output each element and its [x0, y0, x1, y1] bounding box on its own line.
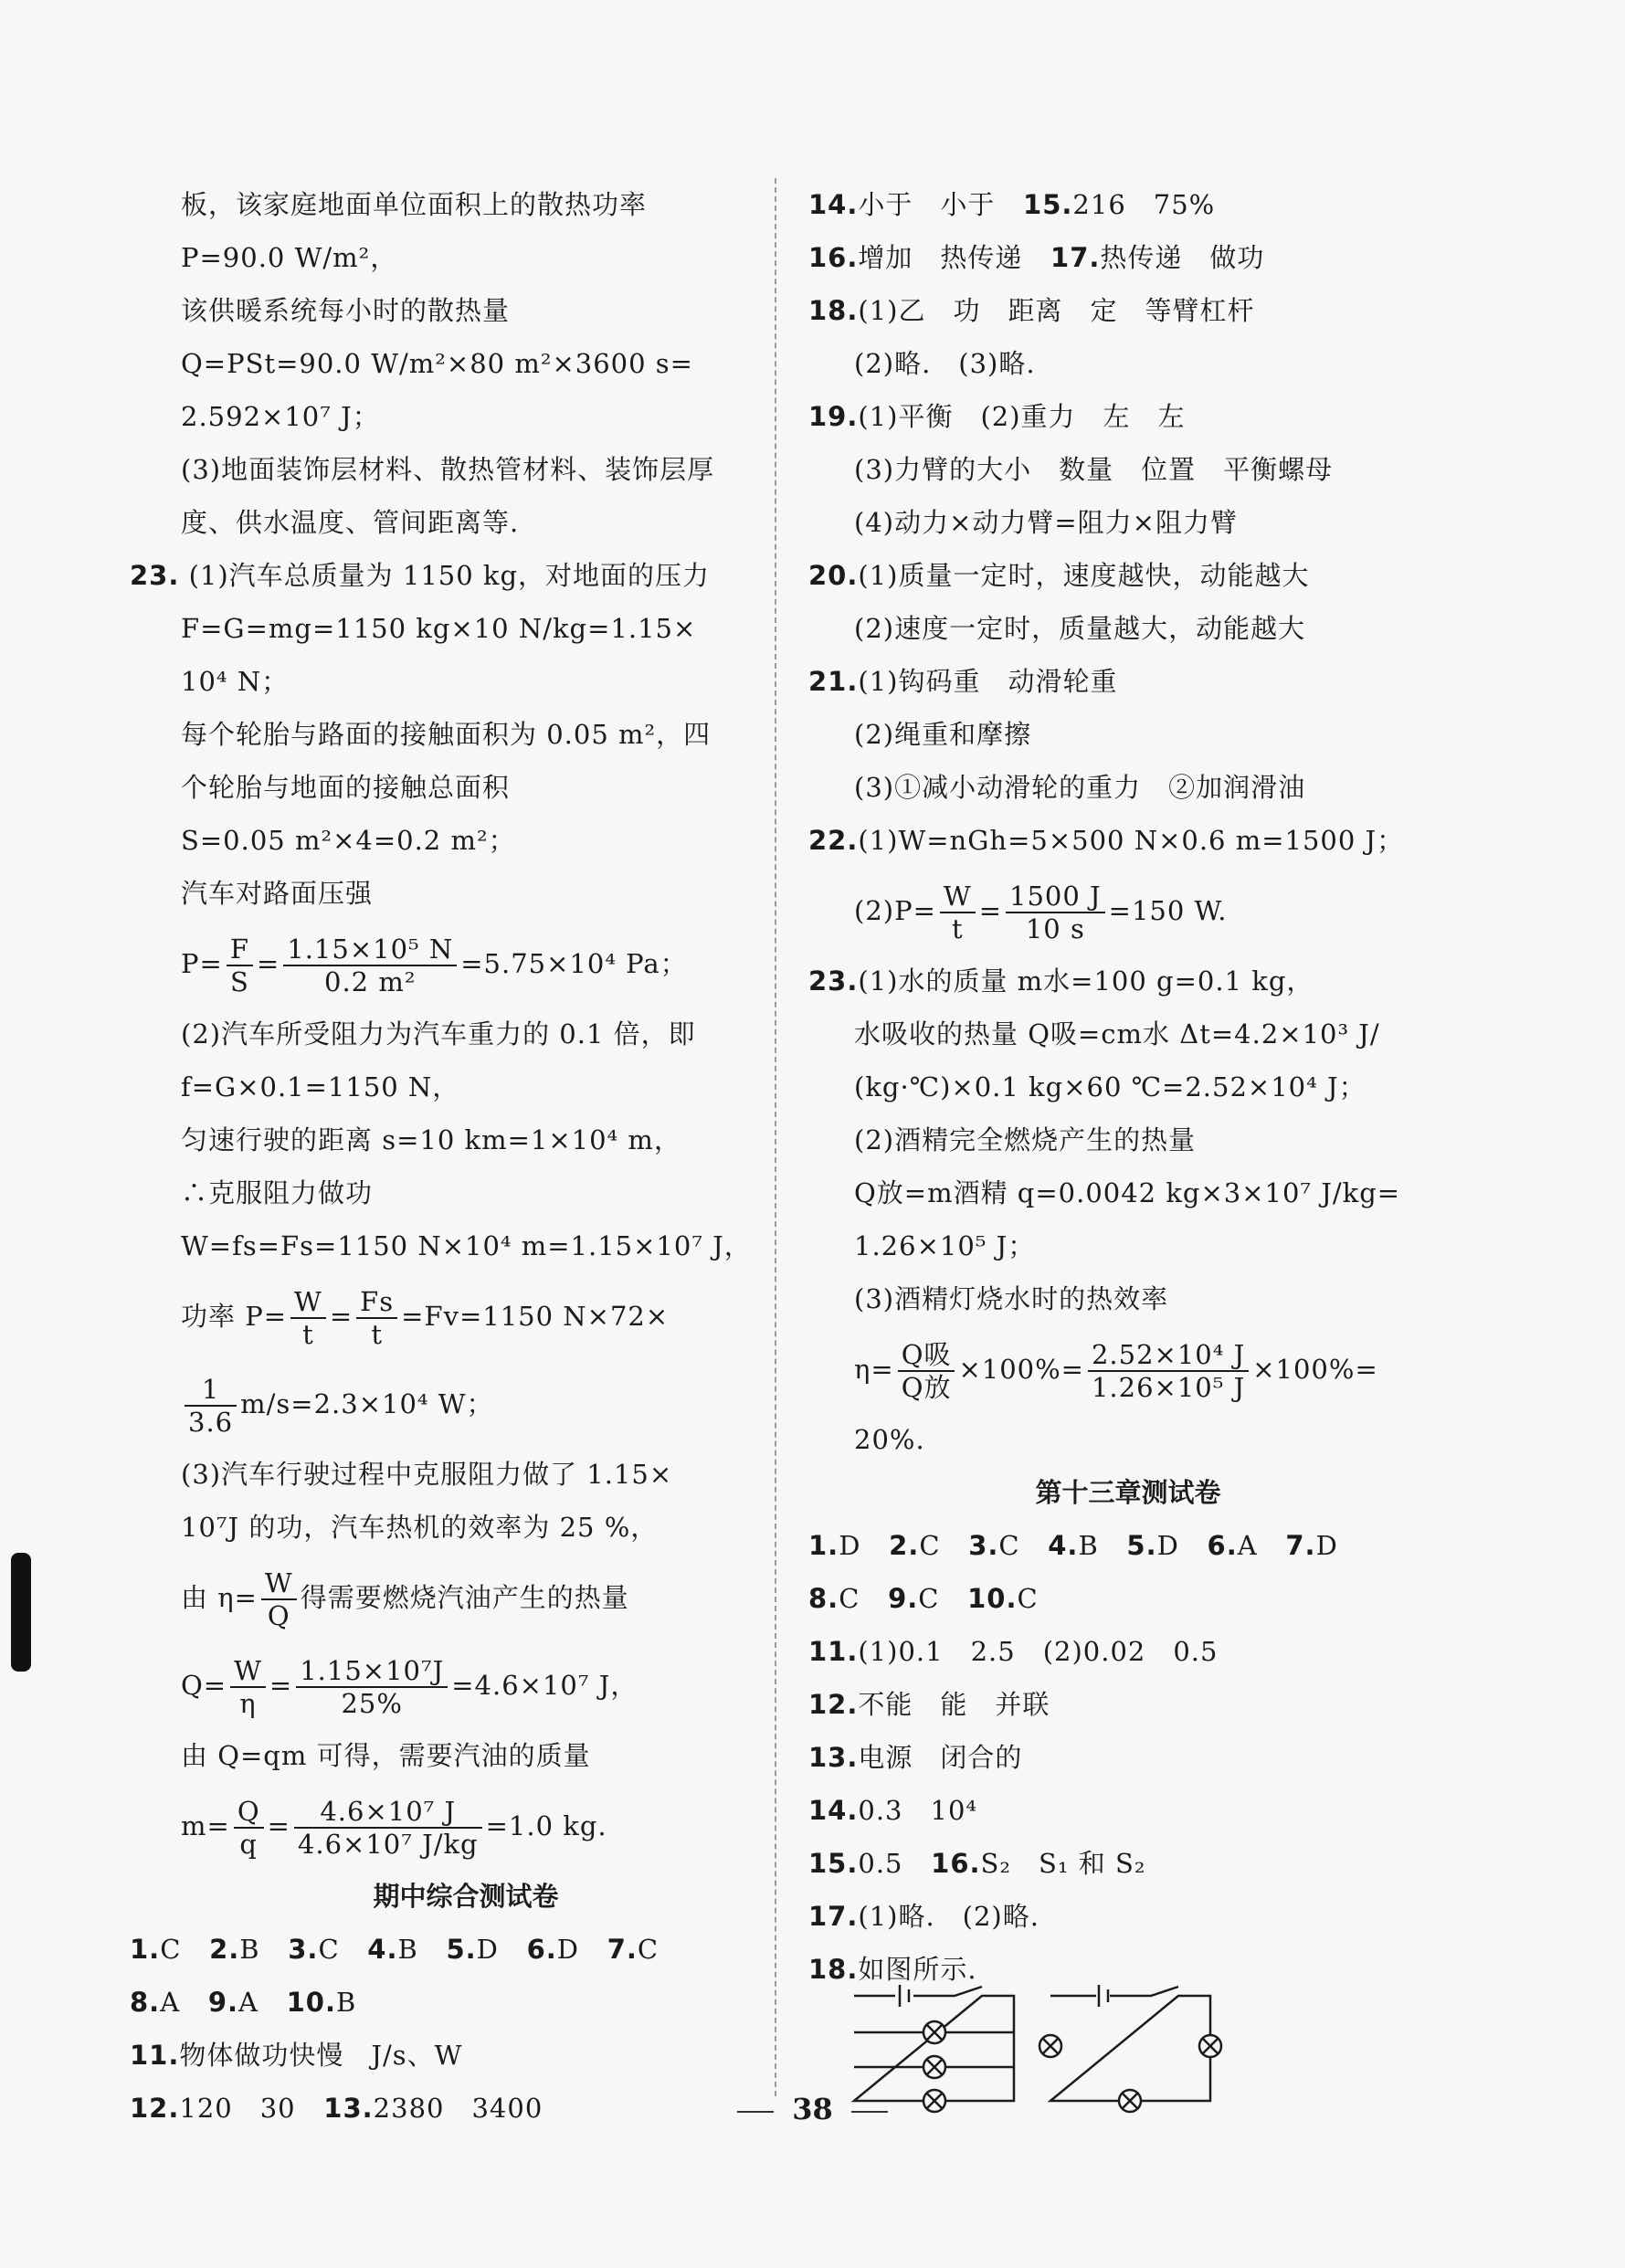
answer: (1)乙 功 距离 定 等臂杠杆 — [858, 295, 1255, 326]
formula-text: m= — [181, 1810, 230, 1841]
answer: D — [839, 1530, 861, 1561]
answer: 小于 小于 — [858, 189, 996, 220]
text-line: 板，该家庭地面单位面积上的散热功率 — [181, 189, 648, 220]
formula-efficiency — [174, 1554, 758, 1641]
lamp-icon — [1039, 2035, 1061, 2057]
formula-text: = — [269, 1670, 293, 1701]
numerator: 1.15×10⁷J — [296, 1655, 448, 1688]
answer: C — [318, 1934, 340, 1965]
question-23 — [130, 549, 758, 602]
page-number — [0, 2092, 1625, 2126]
question-number: 2. — [209, 1934, 240, 1965]
formula-efficiency — [808, 1325, 1448, 1413]
fraction — [230, 1655, 266, 1719]
answer: S₂ S₁ 和 S₂ — [980, 1848, 1146, 1879]
question-number: 7. — [607, 1934, 638, 1965]
text-line: (2)酒精完全燃烧产生的热量 — [854, 1124, 1197, 1155]
question-number: 6. — [526, 1934, 557, 1965]
answer: 物体做功快慢 J/s、W — [179, 2040, 463, 2071]
answer-row — [808, 1731, 1448, 1784]
answer: C — [919, 1530, 941, 1561]
denominator: q — [239, 1829, 258, 1860]
formula-text: =5.75×10⁴ Pa； — [460, 948, 688, 979]
answer: 热传递 做功 — [1100, 242, 1265, 273]
answer: 216 75% — [1072, 189, 1216, 220]
text-line: 水吸收的热量 Q吸=cm水 Δt=4.2×10³ J/ — [854, 1018, 1380, 1050]
left-column — [130, 178, 758, 2135]
answer-row — [808, 549, 1448, 602]
formula-text: Q= — [181, 1670, 227, 1701]
answer-row — [130, 1923, 758, 1976]
answer: 电源 闭合的 — [858, 1742, 1023, 1773]
formula-text: 得需要燃烧汽油产生的热量 — [300, 1582, 629, 1613]
denominator: 0.2 m² — [324, 966, 417, 997]
question-number: 23. — [130, 560, 180, 591]
answer-row — [808, 1784, 1448, 1837]
answer: B — [397, 1934, 418, 1965]
denominator: 25% — [341, 1688, 403, 1719]
question-number: 15. — [808, 1848, 859, 1879]
text-line: 度、供水温度、管间距离等. — [181, 507, 520, 538]
fraction — [290, 1286, 326, 1350]
question-number: 17. — [1050, 242, 1101, 273]
question-number: 15. — [1023, 189, 1073, 220]
denominator: 4.6×10⁷ J/kg — [297, 1829, 479, 1860]
question-number: 4. — [367, 1934, 398, 1965]
answer-row — [808, 814, 1448, 867]
formula-text: (2)P= — [854, 895, 936, 926]
answer: B — [239, 1934, 260, 1965]
answer: (1)水的质量 m水=100 g=0.1 kg， — [858, 965, 1314, 997]
formula-heat — [174, 1641, 758, 1729]
question-number: 11. — [808, 1636, 859, 1667]
answer: (1)质量一定时，速度越快，动能越大 — [858, 560, 1310, 591]
denominator: t — [951, 913, 964, 944]
denominator: η — [239, 1688, 257, 1719]
answer-row — [808, 1519, 1448, 1572]
formula-text: ×100%= — [958, 1354, 1084, 1385]
question-number: 21. — [808, 666, 859, 697]
answer-row — [130, 1976, 758, 2029]
text-line: 10⁷J 的功，汽车热机的效率为 25 %， — [181, 1512, 659, 1543]
numerator: 1500 J — [1006, 881, 1105, 913]
text-line: 1.26×10⁵ J； — [854, 1230, 1036, 1261]
denominator: Q放 — [901, 1372, 952, 1403]
answer: 不能 能 并联 — [858, 1689, 1050, 1720]
formula-text: = — [978, 895, 1003, 926]
answer-row — [808, 390, 1448, 443]
lamp-icon — [923, 2056, 945, 2078]
question-number: 2. — [889, 1530, 920, 1561]
scan-mark — [11, 1553, 31, 1672]
answer: C — [1017, 1583, 1039, 1614]
question-number: 14. — [808, 189, 859, 220]
question-number: 16. — [931, 1848, 981, 1879]
answer: (1)略. (2)略. — [858, 1901, 1039, 1932]
answer-row — [808, 1837, 1448, 1890]
question-number: 12. — [808, 1689, 859, 1720]
question-number: 11. — [130, 2040, 180, 2071]
formula-text: =1.0 kg. — [485, 1810, 607, 1841]
answer: 增加 热传递 — [858, 242, 1023, 273]
fraction — [283, 934, 457, 997]
answer-row — [808, 1625, 1448, 1678]
formula-text: 由 η= — [181, 1582, 258, 1613]
lamp-icon — [1199, 2035, 1221, 2057]
formula-text: = — [267, 1810, 290, 1841]
question-number: 10. — [286, 1987, 336, 2018]
text-line: F=G=mg=1150 kg×10 N/kg=1.15× — [181, 613, 697, 644]
question-number: 5. — [446, 1934, 477, 1965]
answer: C — [637, 1934, 659, 1965]
denominator: 3.6 — [188, 1407, 234, 1438]
question-number: 3. — [288, 1934, 319, 1965]
answer-row — [808, 955, 1448, 1007]
answer: 2380 3400 — [373, 2093, 543, 2124]
numerator: W — [261, 1567, 297, 1600]
answer: B — [1078, 1530, 1099, 1561]
text-line: ∴克服阻力做功 — [181, 1177, 374, 1208]
answer: D — [556, 1934, 580, 1965]
denominator: t — [371, 1319, 383, 1350]
answer: C — [998, 1530, 1020, 1561]
numerator: 1 — [185, 1374, 237, 1407]
question-number: 9. — [207, 1987, 239, 2018]
question-number: 1. — [808, 1530, 839, 1561]
denominator: Q — [267, 1600, 290, 1631]
fraction — [356, 1286, 397, 1350]
text-line: (1)汽车总质量为 1150 kg，对地面的压力 — [188, 560, 711, 591]
formula-text: 功率 P= — [181, 1301, 288, 1332]
question-number: 20. — [808, 560, 859, 591]
lamp-icon — [923, 2021, 945, 2043]
answer: (1)0.1 2.5 (2)0.02 0.5 — [858, 1636, 1219, 1667]
text-line: P=90.0 W/m²， — [181, 242, 398, 273]
text-line: (2)略. (3)略. — [854, 348, 1036, 379]
answer: C — [839, 1583, 860, 1614]
answer: C — [160, 1934, 182, 1965]
text-line: (2)汽车所受阻力为汽车重力的 0.1 倍，即 — [181, 1018, 696, 1050]
question-number: 3. — [968, 1530, 999, 1561]
answer: A — [238, 1987, 259, 2018]
answer: (1)钩码重 动滑轮重 — [858, 666, 1118, 697]
answer-row — [808, 655, 1448, 708]
text-line: 由 Q=qm 可得，需要汽油的质量 — [181, 1740, 591, 1771]
formula-text: η= — [854, 1354, 894, 1385]
formula-text: =150 W. — [1108, 895, 1228, 926]
text-line: (kg·℃)×0.1 kg×60 ℃=2.52×10⁴ J； — [854, 1071, 1366, 1102]
text-line: 20%. — [854, 1424, 925, 1455]
answer-row — [130, 2029, 758, 2082]
formula-text: =Fv=1150 N×72× — [401, 1301, 670, 1332]
answer-row — [808, 1890, 1448, 1943]
wire — [1050, 1987, 1210, 2101]
section-title-chapter13: 第十三章测试卷 — [1035, 1477, 1221, 1508]
text-line: W=fs=Fs=1150 N×10⁴ m=1.15×10⁷ J， — [181, 1230, 752, 1261]
fraction — [294, 1796, 482, 1860]
question-number: 16. — [808, 242, 859, 273]
formula-text: = — [256, 948, 280, 979]
denominator: 1.26×10⁵ J — [1091, 1372, 1246, 1403]
text-line: (3)地面装饰层材料、散热管材料、装饰层厚 — [181, 454, 715, 485]
numerator: W — [290, 1286, 326, 1319]
text-line: (3)力臂的大小 数量 位置 平衡螺母 — [854, 454, 1334, 485]
numerator: Fs — [356, 1286, 397, 1319]
numerator: W — [940, 881, 976, 913]
text-line: 10⁴ N； — [181, 666, 290, 697]
answer: D — [1315, 1530, 1338, 1561]
question-number: 8. — [808, 1583, 839, 1614]
answer: (1)W=nGh=5×500 N×0.6 m=1500 J； — [858, 825, 1405, 856]
answer-row — [808, 1572, 1448, 1625]
answer: D — [1156, 1530, 1179, 1561]
question-number: 18. — [808, 295, 859, 326]
formula-mass — [174, 1782, 758, 1870]
text-line: Q=PSt=90.0 W/m²×80 m²×3600 s= — [181, 348, 693, 379]
numerator: F — [227, 934, 253, 966]
formula-pressure — [174, 920, 758, 1007]
answer: B — [336, 1987, 357, 2018]
answer: C — [918, 1583, 940, 1614]
text-line: (2)绳重和摩擦 — [854, 719, 1032, 750]
question-number: 22. — [808, 825, 859, 856]
numerator: Q吸 — [898, 1339, 955, 1372]
text-line: (3)汽车行驶过程中克服阻力做了 1.15× — [181, 1459, 673, 1490]
answer: 0.3 10⁴ — [858, 1795, 978, 1826]
question-number: 4. — [1048, 1530, 1079, 1561]
fraction — [940, 881, 976, 944]
text-line: (4)动力×动力臂=阻力×阻力臂 — [854, 507, 1238, 538]
question-number: 19. — [808, 401, 859, 432]
text-line: (2)速度一定时，质量越大，动能越大 — [854, 613, 1306, 644]
question-number: 1. — [130, 1934, 161, 1965]
answer: 0.5 — [858, 1848, 903, 1879]
question-number: 23. — [808, 965, 859, 997]
page-number-text: 38 — [792, 2092, 833, 2126]
denominator: 10 s — [1025, 913, 1085, 944]
fraction — [1006, 881, 1105, 944]
answer: 120 30 — [179, 2093, 296, 2124]
section-title-midterm: 期中综合测试卷 — [373, 1881, 559, 1912]
formula-speed — [174, 1360, 758, 1448]
formula-text: ×100%= — [1252, 1354, 1378, 1385]
question-number: 6. — [1207, 1530, 1238, 1561]
text-line: S=0.05 m²×4=0.2 m²； — [181, 825, 516, 856]
formula-text: P= — [181, 948, 223, 979]
numerator: 2.52×10⁴ J — [1088, 1339, 1249, 1372]
numerator: W — [230, 1655, 266, 1688]
text-line: 该供暖系统每小时的散热量 — [181, 295, 511, 326]
text-line: Q放=m酒精 q=0.0042 kg×3×10⁷ J/kg= — [854, 1177, 1401, 1208]
formula-text: m/s=2.3×10⁴ W； — [240, 1388, 494, 1419]
fraction — [227, 934, 253, 997]
formula-text: =4.6×10⁷ J， — [451, 1670, 638, 1701]
text-line: 匀速行驶的距离 s=10 km=1×10⁴ m， — [181, 1124, 681, 1155]
answer: 如图所示. — [858, 1954, 977, 1985]
text-line: 2.592×10⁷ J； — [181, 401, 380, 432]
question-number: 9. — [888, 1583, 919, 1614]
fraction — [261, 1567, 297, 1631]
question-number: 17. — [808, 1901, 859, 1932]
denominator: t — [302, 1319, 314, 1350]
numerator: 1.15×10⁵ N — [283, 934, 457, 966]
question-number: 7. — [1285, 1530, 1316, 1561]
formula-power — [808, 867, 1448, 955]
answer-row — [808, 284, 1448, 337]
text-line: 汽车对路面压强 — [181, 878, 374, 909]
question-number: 10. — [967, 1583, 1018, 1614]
fraction — [296, 1655, 448, 1719]
numerator: Q — [234, 1796, 264, 1829]
fraction — [1088, 1339, 1249, 1403]
right-column — [808, 178, 1448, 1996]
answer-row — [808, 178, 1448, 231]
text-line: 每个轮胎与路面的接触面积为 0.05 m²，四 — [181, 719, 712, 750]
numerator: 4.6×10⁷ J — [294, 1796, 482, 1829]
answer: A — [160, 1987, 181, 2018]
question-number: 12. — [130, 2093, 180, 2124]
answer: D — [476, 1934, 499, 1965]
fraction — [898, 1339, 955, 1403]
text-line: (3)酒精灯烧水时的热效率 — [854, 1283, 1169, 1314]
question-number: 13. — [808, 1742, 859, 1773]
formula-power — [174, 1272, 758, 1360]
text-line: f=G×0.1=1150 N， — [181, 1071, 460, 1102]
question-number: 14. — [808, 1795, 859, 1826]
question-number: 13. — [323, 2093, 374, 2124]
text-line: (3)①减小动滑轮的重力 ②加润滑油 — [854, 772, 1306, 803]
question-number: 18. — [808, 1954, 859, 1985]
answer: A — [1237, 1530, 1258, 1561]
question-number: 5. — [1126, 1530, 1157, 1561]
column-divider — [775, 178, 776, 2096]
answer-row — [808, 1678, 1448, 1731]
answer-row — [808, 231, 1448, 284]
text-line: 个轮胎与地面的接触总面积 — [181, 772, 511, 803]
formula-text: = — [329, 1301, 353, 1332]
fraction — [185, 1374, 237, 1438]
answer: (1)平衡 (2)重力 左 左 — [858, 401, 1186, 432]
denominator: S — [229, 966, 249, 997]
fraction — [234, 1796, 264, 1860]
question-number: 8. — [130, 1987, 161, 2018]
